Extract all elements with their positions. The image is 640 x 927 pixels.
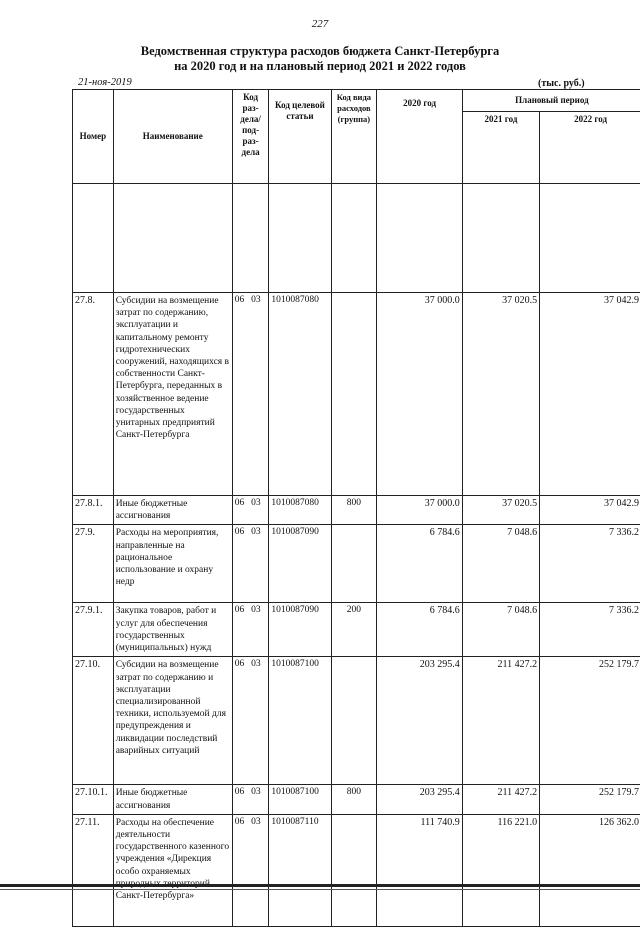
row-2021: 211 427.2 bbox=[462, 657, 539, 785]
row-2022: 37 042.9 bbox=[540, 496, 640, 525]
row-section bbox=[232, 603, 269, 657]
row-name: Субсидии на возмещение затрат по содержанию и эксплуатации специализированной техники, используемой для предупреждения и ликвидации последствий аварийных ситуаций bbox=[113, 657, 232, 785]
row-name: Иные бюджетные ассигнования bbox=[113, 496, 232, 525]
header-2021: 2021 год bbox=[462, 112, 539, 184]
row-target-code: 1010087100 bbox=[269, 657, 331, 785]
row-subsection-code: 03 bbox=[251, 527, 261, 537]
row-expense-type: 800 bbox=[331, 785, 377, 814]
table-row bbox=[73, 525, 640, 603]
header-planned-period: Плановый период bbox=[462, 90, 640, 112]
row-section-code: 06 bbox=[235, 295, 249, 305]
row-name: Субсидии на возмещение затрат по содержанию, эксплуатации и капитальному ремонту гидротехнических сооружений, находящихся в собственности Санкт-Петербурга, переданных в хозяйственное ведение государственных унитарных предприятий Санкт-Петербурга bbox=[113, 293, 232, 496]
document-title bbox=[0, 44, 640, 74]
row-2020: 203 295.4 bbox=[377, 785, 463, 814]
row-section bbox=[232, 496, 269, 525]
row-2022: 252 179.7 bbox=[540, 785, 640, 814]
table-row bbox=[73, 603, 640, 657]
row-section bbox=[232, 293, 269, 496]
row-section-code: 06 bbox=[235, 605, 249, 615]
header-number: Номер bbox=[73, 90, 114, 184]
row-target-code: 1010087090 bbox=[269, 603, 331, 657]
budget-table bbox=[72, 89, 640, 927]
row-2020: 111 740.9 bbox=[377, 814, 463, 926]
header-spacer-row bbox=[73, 184, 640, 293]
row-name: Иные бюджетные ассигнования bbox=[113, 785, 232, 814]
row-2020: 37 000.0 bbox=[377, 293, 463, 496]
page-bottom-rule-thin bbox=[0, 889, 640, 890]
row-2021: 7 048.6 bbox=[462, 603, 539, 657]
row-subsection-code: 03 bbox=[251, 659, 261, 669]
row-name: Закупка товаров, работ и услуг для обеспечения государственных (муниципальных) нужд bbox=[113, 603, 232, 657]
row-subsection-code: 03 bbox=[251, 817, 261, 827]
row-target-code: 1010087090 bbox=[269, 525, 331, 603]
header-2022: 2022 год bbox=[540, 112, 640, 184]
row-section bbox=[232, 525, 269, 603]
row-expense-type bbox=[331, 814, 377, 926]
row-target-code: 1010087110 bbox=[269, 814, 331, 926]
row-2021: 7 048.6 bbox=[462, 525, 539, 603]
row-expense-type bbox=[331, 525, 377, 603]
header-2020: 2020 год bbox=[377, 90, 463, 184]
row-section-code: 06 bbox=[235, 498, 249, 508]
row-expense-type bbox=[331, 657, 377, 785]
row-subsection-code: 03 bbox=[251, 787, 261, 797]
units-label: (тыс. руб.) bbox=[538, 78, 585, 89]
row-2022: 7 336.2 bbox=[540, 603, 640, 657]
row-section-code: 06 bbox=[235, 527, 249, 537]
row-subsection-code: 03 bbox=[251, 498, 261, 508]
row-section-code: 06 bbox=[235, 787, 249, 797]
row-number: 27.9.1. bbox=[73, 603, 114, 657]
header-section: Код раз- дела/ под- раз- дела bbox=[232, 90, 269, 184]
row-section-code: 06 bbox=[235, 817, 249, 827]
row-2020: 6 784.6 bbox=[377, 525, 463, 603]
row-section bbox=[232, 657, 269, 785]
header-name: Наименование bbox=[113, 90, 232, 184]
row-number: 27.8. bbox=[73, 293, 114, 496]
table-row bbox=[73, 657, 640, 785]
row-expense-type: 200 bbox=[331, 603, 377, 657]
row-2022: 7 336.2 bbox=[540, 525, 640, 603]
table-row bbox=[73, 293, 640, 496]
title-line-1: Ведомственная структура расходов бюджета Санкт-Петербурга bbox=[0, 44, 640, 59]
row-number: 27.11. bbox=[73, 814, 114, 926]
header-target: Код целевой статьи bbox=[269, 90, 331, 184]
row-number: 27.10.1. bbox=[73, 785, 114, 814]
row-2020: 203 295.4 bbox=[377, 657, 463, 785]
row-target-code: 1010087080 bbox=[269, 293, 331, 496]
row-2020: 37 000.0 bbox=[377, 496, 463, 525]
row-number: 27.9. bbox=[73, 525, 114, 603]
table-row bbox=[73, 814, 640, 926]
row-name: Расходы на обеспечение деятельности государственного казенного учреждения «Дирекция особо охраняемых Санкт-Петербурга» bbox=[113, 814, 232, 926]
row-2022: 37 042.9 bbox=[540, 293, 640, 496]
document-date: 21-ноя-2019 bbox=[78, 77, 132, 88]
page-number: 227 bbox=[0, 18, 640, 30]
row-section-code: 06 bbox=[235, 659, 249, 669]
row-2020: 6 784.6 bbox=[377, 603, 463, 657]
row-2021: 37 020.5 bbox=[462, 496, 539, 525]
title-line-2: на 2020 год и на плановый период 2021 и 2022 годов bbox=[0, 59, 640, 74]
header-expense-type: Код вида расходов (группа) bbox=[331, 90, 377, 184]
row-number: 27.10. bbox=[73, 657, 114, 785]
row-expense-type bbox=[331, 293, 377, 496]
row-2021: 211 427.2 bbox=[462, 785, 539, 814]
row-number: 27.8.1. bbox=[73, 496, 114, 525]
row-2021: 116 221.0 bbox=[462, 814, 539, 926]
row-expense-type: 800 bbox=[331, 496, 377, 525]
table-row bbox=[73, 496, 640, 525]
row-subsection-code: 03 bbox=[251, 605, 261, 615]
row-section bbox=[232, 785, 269, 814]
row-section bbox=[232, 814, 269, 926]
page-bottom-rule bbox=[0, 884, 640, 887]
row-subsection-code: 03 bbox=[251, 295, 261, 305]
table-row bbox=[73, 785, 640, 814]
row-name: Расходы на мероприятия, направленные на рациональное использование и охрану недр bbox=[113, 525, 232, 603]
row-2021: 37 020.5 bbox=[462, 293, 539, 496]
row-2022: 252 179.7 bbox=[540, 657, 640, 785]
row-target-code: 1010087100 bbox=[269, 785, 331, 814]
row-target-code: 1010087080 bbox=[269, 496, 331, 525]
row-2022: 126 362.0 bbox=[540, 814, 640, 926]
